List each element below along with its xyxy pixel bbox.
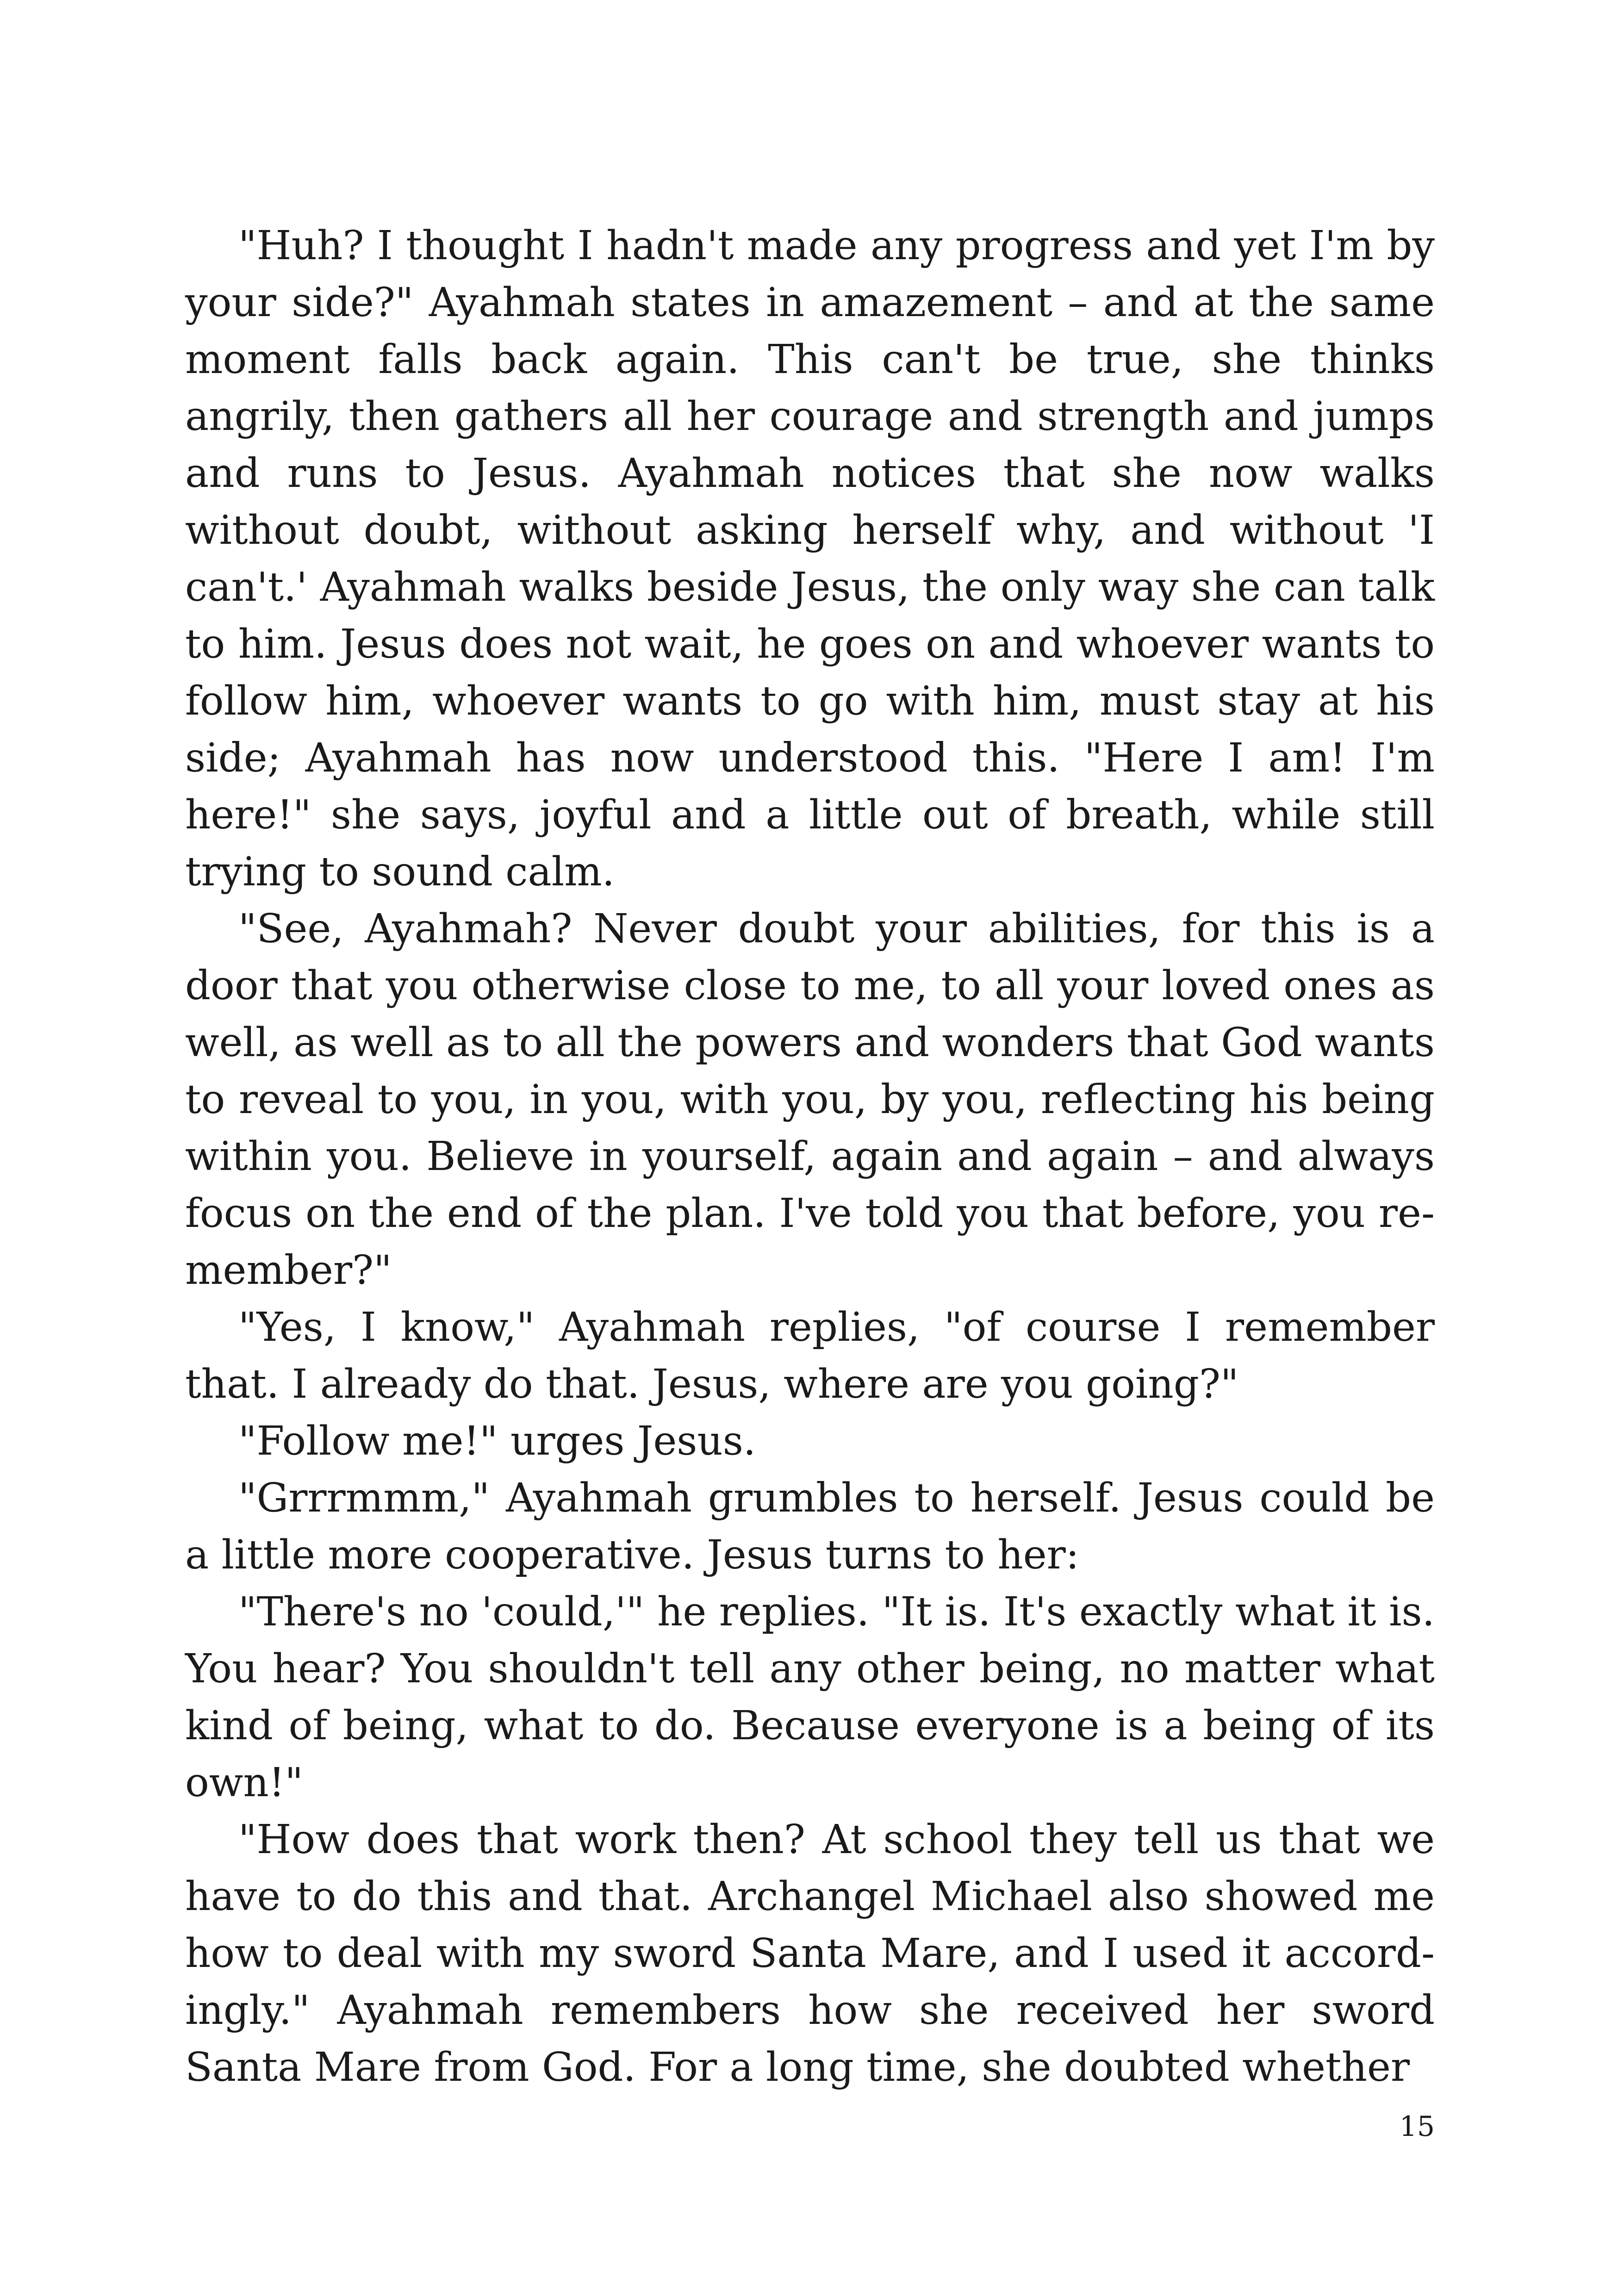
paragraph-5: "Grrrmmm," Ayahmah grumbles to herself. Jesus could be a little more cooperative. Jesus turns to her: (185, 1475, 1435, 1578)
paragraph-6: "There's no 'could,'" he replies. "It is. It's exactly what it is. You hear? You shouldn't tell any other being, no matter what kind of being, what to do. Because everyone is a being of its own!" (185, 1589, 1435, 1806)
paragraph-2: "See, Ayahmah? Never doubt your abilities, for this is a door that you otherwise close to me, to all your loved ones as well, as well as to all the powers and wonders that God wants to reveal to you, in you, with you, by you, reflecting his being within you. Believe in yourself, again and again – and always focus on the end of the plan. I've told you that before, you remember?" (185, 906, 1435, 1294)
paragraph-4: "Follow me!" urges Jesus. (238, 1418, 756, 1464)
page-number: 15 (1399, 2110, 1435, 2143)
body-text (185, 218, 1435, 2096)
paragraph-3: "Yes, I know," Ayahmah replies, "of course I remember that. I already do that. Jesus, where are you going?" (185, 1304, 1435, 1407)
paragraph-1: "Huh? I thought I hadn't made any progress and yet I'm by your side?" Ayahmah states in amazement – and at the same moment falls back again. This can't be true, she thinks angrily, then gathers all her courage and strength and jumps and runs to Jesus. Ayahmah notices that she now walks without doubt, without asking herself why, and without 'I can't.' Ayahmah walks beside Jesus, the only way she can talk to him. Jesus does not wait, he goes on and whoever wants to follow him, whoever wants to go with him, must stay at his side; Ayahmah has now understood this. "Here I am! I'm here!" she says, joyful and a little out of breath, while still trying to sound calm. (185, 223, 1435, 895)
paragraph-7: "How does that work then? At school they tell us that we have to do this and that. Archangel Michael also showed me how to deal with my sword Santa Mare, and I used it accordingly." Ayahmah remembers how she received her sword Santa Mare from God. For a long time, she doubted whether (185, 1817, 1435, 2091)
